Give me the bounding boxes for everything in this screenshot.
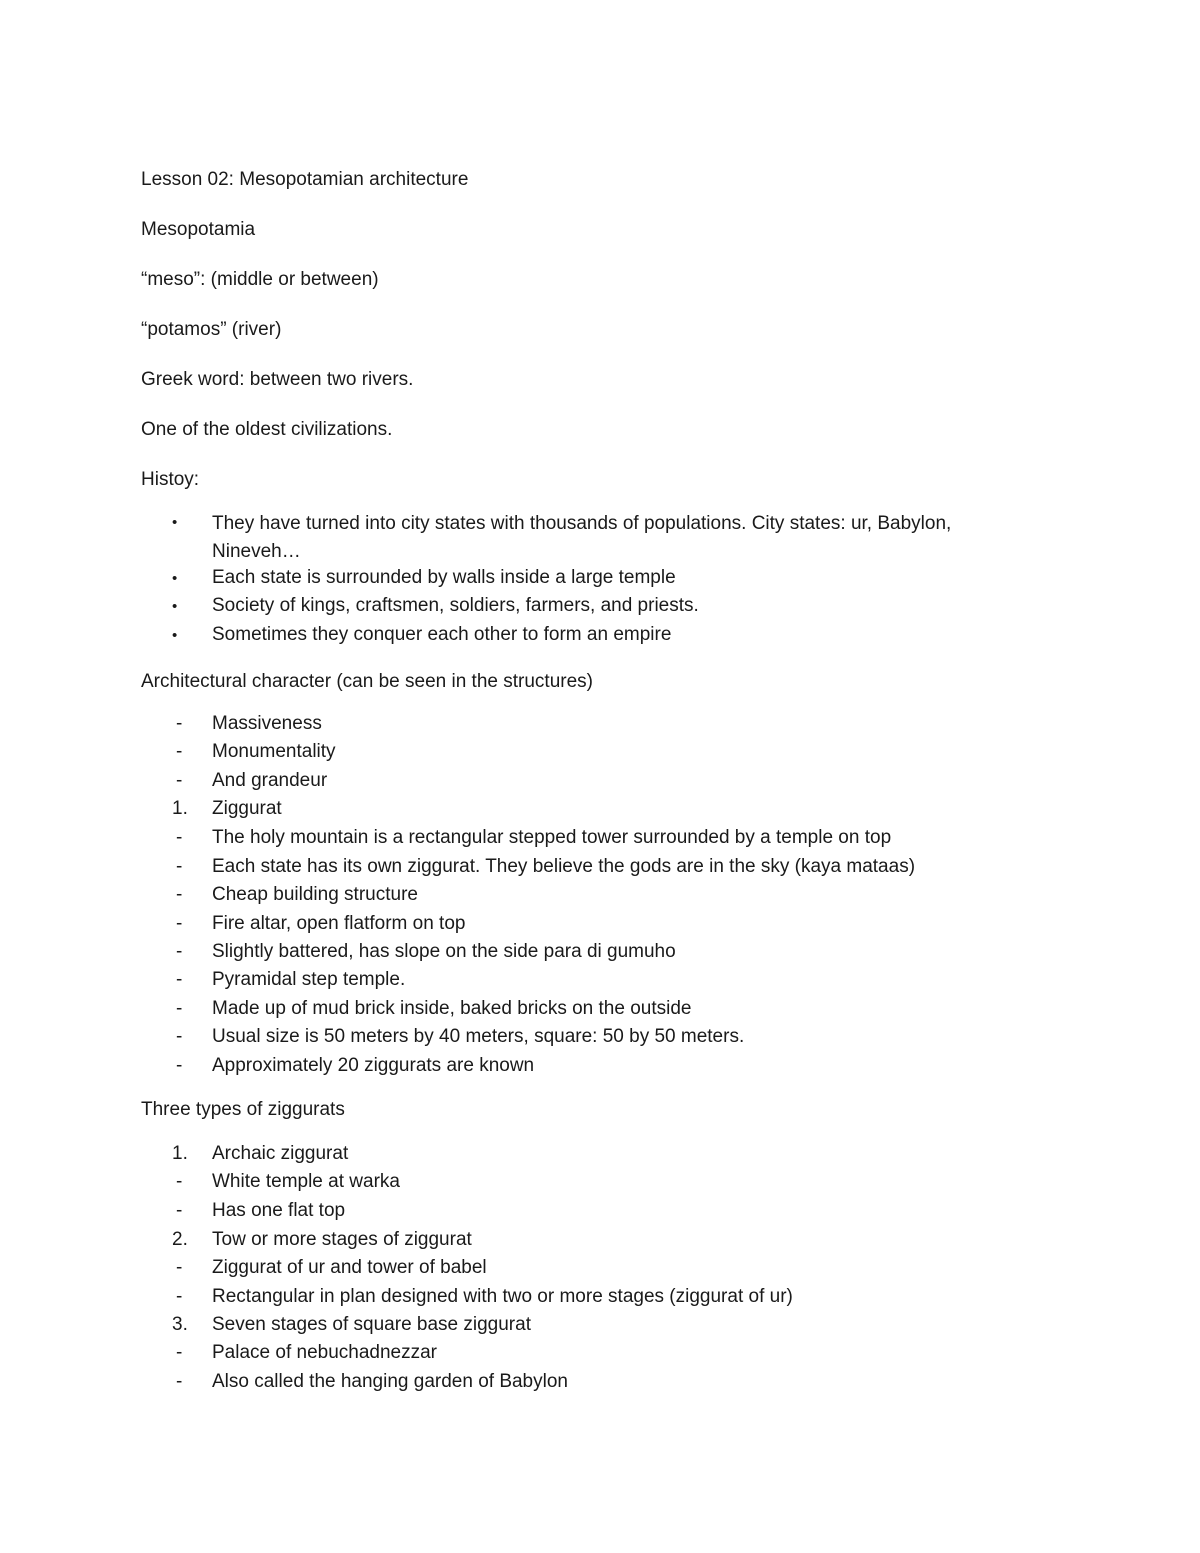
list-item: Sometimes they conquer each other to form an empire bbox=[212, 624, 672, 645]
list-item: The holy mountain is a rectangular stepped tower surrounded by a temple on top bbox=[212, 827, 892, 848]
bullet-marker: • bbox=[172, 627, 178, 644]
list-marker: - bbox=[176, 1026, 183, 1047]
list-item: Massiveness bbox=[212, 713, 322, 734]
list-item: Archaic ziggurat bbox=[212, 1143, 349, 1164]
list-marker: - bbox=[176, 969, 183, 990]
history-heading: Histoy: bbox=[141, 469, 200, 490]
paragraph-mesopotamia: Mesopotamia bbox=[141, 219, 256, 240]
list-marker: - bbox=[176, 913, 183, 934]
paragraph-potamos: “potamos” (river) bbox=[141, 319, 282, 340]
list-marker: - bbox=[176, 1286, 183, 1307]
list-item: Palace of nebuchadnezzar bbox=[212, 1342, 437, 1363]
list-marker: - bbox=[176, 1055, 183, 1076]
list-item: Has one flat top bbox=[212, 1200, 346, 1221]
list-marker: - bbox=[176, 998, 183, 1019]
bullet-marker: • bbox=[172, 570, 178, 587]
list-marker: - bbox=[176, 1342, 183, 1363]
list-item: Seven stages of square base ziggurat bbox=[212, 1314, 531, 1335]
list-item: Pyramidal step temple. bbox=[212, 969, 406, 990]
list-marker: 1. bbox=[172, 1143, 188, 1164]
list-item: Slightly battered, has slope on the side para di gumuho bbox=[212, 941, 676, 962]
architectural-character-heading: Architectural character (can be seen in the structures) bbox=[141, 671, 593, 692]
list-marker: - bbox=[176, 884, 183, 905]
list-marker: - bbox=[176, 827, 183, 848]
list-marker: 2. bbox=[172, 1229, 188, 1250]
list-marker: - bbox=[176, 770, 183, 791]
bullet-marker: • bbox=[172, 598, 178, 615]
list-marker: - bbox=[176, 941, 183, 962]
list-item: Tow or more stages of ziggurat bbox=[212, 1229, 472, 1250]
list-marker: 1. bbox=[172, 798, 188, 819]
list-item: Also called the hanging garden of Babylon bbox=[212, 1371, 568, 1392]
paragraph-oldest: One of the oldest civilizations. bbox=[141, 419, 393, 440]
list-item: Cheap building structure bbox=[212, 884, 418, 905]
list-item: And grandeur bbox=[212, 770, 328, 791]
bullet-marker: • bbox=[172, 514, 178, 531]
list-marker: - bbox=[176, 741, 183, 762]
ziggurat-types-heading: Three types of ziggurats bbox=[141, 1099, 345, 1120]
list-marker: - bbox=[176, 1257, 183, 1278]
list-item: Society of kings, craftsmen, soldiers, farmers, and priests. bbox=[212, 595, 699, 616]
paragraph-greek-word: Greek word: between two rivers. bbox=[141, 369, 414, 390]
paragraph-meso: “meso”: (middle or between) bbox=[141, 269, 379, 290]
list-item: Fire altar, open flatform on top bbox=[212, 913, 466, 934]
list-marker: - bbox=[176, 1200, 183, 1221]
list-item: Approximately 20 ziggurats are known bbox=[212, 1055, 535, 1076]
page-title: Lesson 02: Mesopotamian architecture bbox=[141, 169, 469, 190]
list-marker: 3. bbox=[172, 1314, 188, 1335]
list-item: Ziggurat bbox=[212, 798, 282, 819]
list-item: Rectangular in plan designed with two or more stages (ziggurat of ur) bbox=[212, 1286, 793, 1307]
list-item: Each state has its own ziggurat. They believe the gods are in the sky (kaya mataas) bbox=[212, 856, 916, 877]
list-item: Each state is surrounded by walls inside a large temple bbox=[212, 567, 676, 588]
list-marker: - bbox=[176, 713, 183, 734]
list-item: White temple at warka bbox=[212, 1171, 400, 1192]
list-item: Usual size is 50 meters by 40 meters, square: 50 by 50 meters. bbox=[212, 1026, 745, 1047]
list-marker: - bbox=[176, 856, 183, 877]
list-item: Made up of mud brick inside, baked bricks on the outside bbox=[212, 998, 692, 1019]
list-marker: - bbox=[176, 1371, 183, 1392]
list-item: They have turned into city states with thousands of populations. City states: ur, Babylon, Nineveh… bbox=[212, 513, 952, 562]
list-marker: - bbox=[176, 1171, 183, 1192]
list-item: Ziggurat of ur and tower of babel bbox=[212, 1257, 487, 1278]
list-item: Monumentality bbox=[212, 741, 336, 762]
